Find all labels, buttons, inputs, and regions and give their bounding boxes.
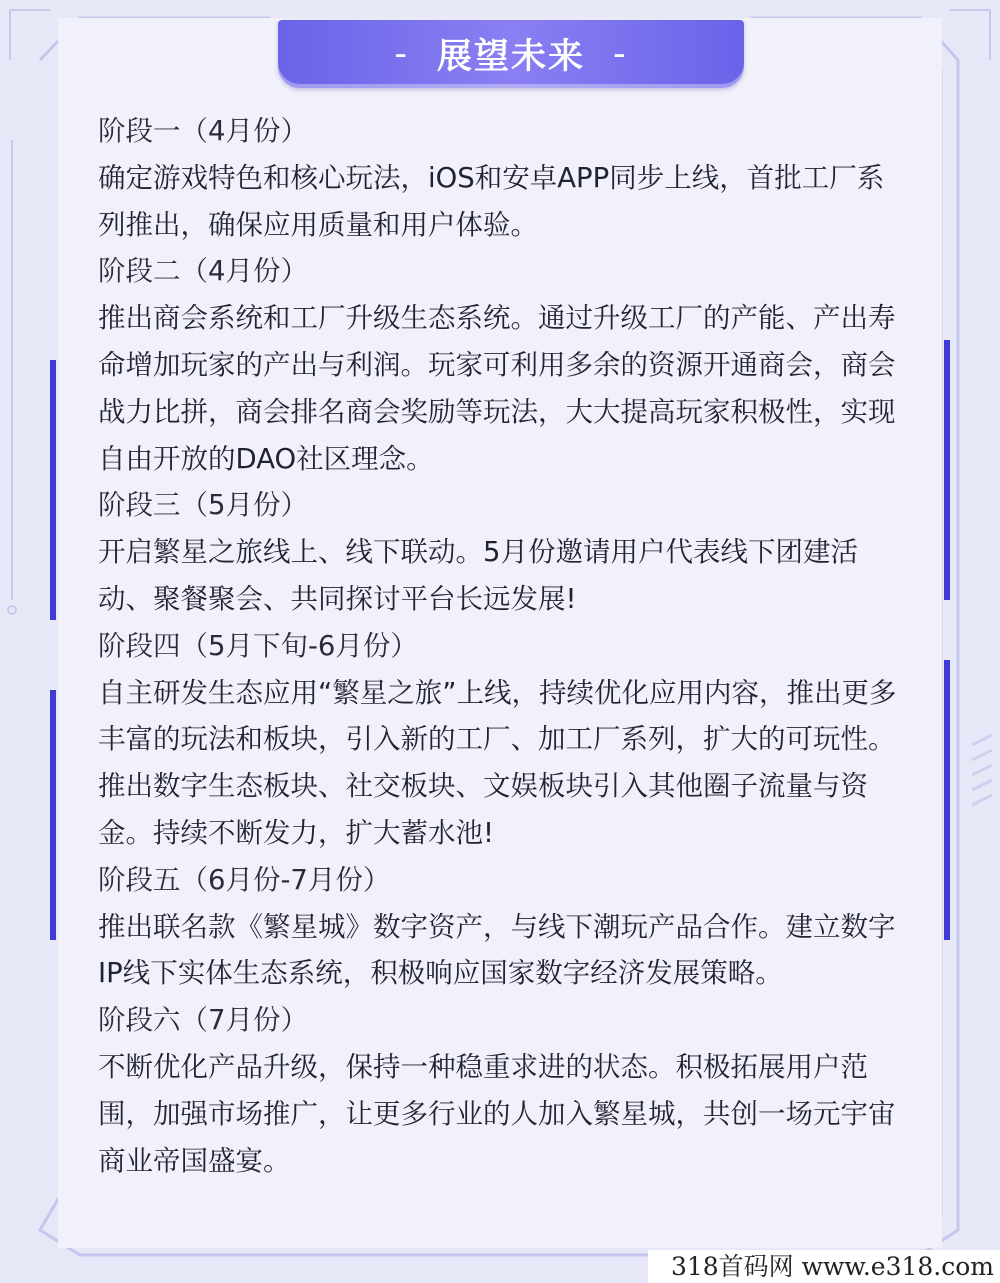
section-title-tab xyxy=(278,20,744,88)
right-accent-bar xyxy=(944,340,950,600)
stage-description: 推出商会系统和工厂升级生态系统。通过升级工厂的产能、产出寿命增加玩家的产出与利润。玩家可利用多余的资源开通商会，商会战力比拼，商会排名商会奖励等玩法，大大提高玩家积极性，实现自由开放的DAO社区理念。 xyxy=(98,302,896,475)
title-dash-right: - xyxy=(613,34,628,74)
stage-description: 不断优化产品升级，保持一种稳重求进的状态。积极拓展用户范围，加强市场推广，让更多行业的人加入繁星城，共创一场元宇宙商业帝国盛宴。 xyxy=(98,1050,896,1177)
stage-item xyxy=(98,108,910,248)
stage-item xyxy=(98,997,910,1184)
left-accent-bar xyxy=(50,360,56,620)
stage-title: 阶段五（6月份-7月份） xyxy=(98,863,391,896)
title-dash-left: - xyxy=(394,34,409,74)
roadmap-content xyxy=(98,108,910,1184)
stage-item xyxy=(98,248,910,482)
stage-description: 推出联名款《繁星城》数字资产，与线下潮玩产品合作。建立数字IP线下实体生态系统，积极响应国家数字经济发展策略。 xyxy=(98,910,896,990)
stage-description: 确定游戏特色和核心玩法，iOS和安卓APP同步上线，首批工厂系列推出，确保应用质量和用户体验。 xyxy=(98,161,885,241)
stage-item xyxy=(98,857,910,997)
site-watermark: 318首码网 www.e318.com xyxy=(648,1250,1000,1283)
stage-description: 自主研发生态应用“繁星之旅”上线，持续优化应用内容，推出更多丰富的玩法和板块，引入新的工厂、加工厂系列，扩大的可玩性。推出数字生态板块、社交板块、文娱板块引入其他圈子流量与资金。持续不断发力，扩大蓄水池! xyxy=(98,676,897,849)
stage-title: 阶段二（4月份） xyxy=(98,255,308,288)
stage-title: 阶段一（4月份） xyxy=(98,115,308,147)
stage-item xyxy=(98,623,910,857)
stage-title: 阶段三（5月份） xyxy=(98,489,308,522)
stage-description: 开启繁星之旅线上、线下联动。5月份邀请用户代表线下团建活动、聚餐聚会、共同探讨平台长远发展! xyxy=(98,536,858,615)
stage-title: 阶段六（7月份） xyxy=(98,1004,308,1037)
stage-title: 阶段四（5月下旬-6月份） xyxy=(98,629,418,662)
stage-item xyxy=(98,482,910,622)
page-title: 展望未来 xyxy=(436,37,585,77)
